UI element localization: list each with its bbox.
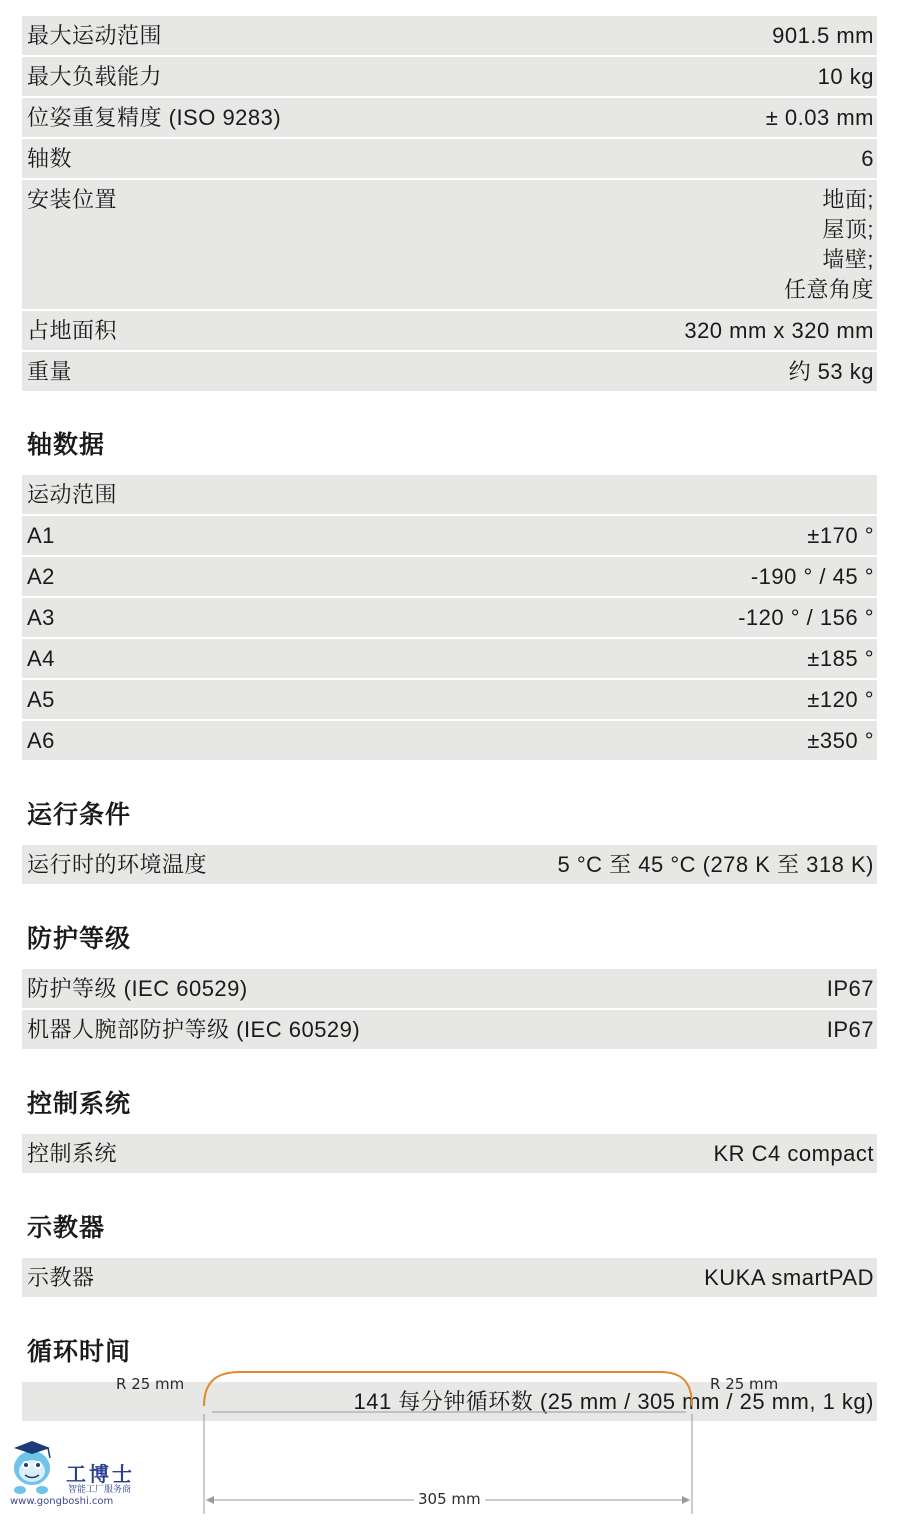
spec-value: IP67 [826,1017,874,1042]
mount-any-angle: 任意角度 [783,277,874,302]
table-row [22,57,877,98]
axis-range: ±185 ° [807,646,874,671]
table-row [22,180,877,311]
axis-range: ±170 ° [807,523,874,548]
table-row [22,1010,877,1051]
spec-value: KR C4 compact [713,1141,874,1166]
table-row [22,1258,877,1299]
spec-label: 占地面积 [27,318,118,343]
spec-label: 最大负载能力 [27,64,163,89]
arrow-right-icon [682,1496,690,1504]
spec-value: IP67 [826,976,874,1001]
table-row [22,639,877,680]
spec-value: ± 0.03 mm [765,105,874,130]
spec-value: 6 [861,146,874,171]
arrow-left-icon [206,1496,214,1504]
axis-label: A3 [27,605,55,630]
axis-label: A4 [27,646,55,671]
spec-value: 320 mm x 320 mm [684,318,874,343]
teach-pendant-table [22,1258,877,1299]
spec-value: 10 kg [817,64,874,89]
mount-floor: 地面; [822,187,874,212]
table-row [22,139,877,180]
spec-label: 机器人腕部防护等级 (IEC 60529) [27,1017,361,1042]
mount-ceiling: 屋顶; [822,217,874,242]
cycle-time-value: 141 每分钟循环数 (25 mm / 305 mm / 25 mm, 1 kg) [353,1389,874,1414]
spec-value: KUKA smartPAD [704,1265,874,1290]
brand-url: www.gongboshi.com [10,1496,114,1507]
section-title-axis-data: 轴数据 [27,431,106,459]
axis-range: ±120 ° [807,687,874,712]
axis-label: A1 [27,523,55,548]
radius-left-label: R 25 mm [116,1375,185,1393]
spec-label: 位姿重复精度 (ISO 9283) [27,105,282,130]
table-row [22,598,877,639]
table-row [22,1134,877,1175]
spec-value: 约 53 kg [788,359,874,384]
table-row [22,557,877,598]
axis-range: ±350 ° [807,728,874,753]
general-spec-table [22,16,877,393]
spec-label: 安装位置 [27,187,118,212]
brand-name: 工博士 [66,1464,135,1486]
spec-label: 最大运动范围 [27,23,163,48]
protection-table [22,969,877,1051]
table-row [22,352,877,393]
table-header: 运动范围 [27,482,118,507]
table-row [22,969,877,1010]
spec-label: 轴数 [27,146,73,171]
spec-label: 运行时的环境温度 [27,852,208,877]
spec-value-list [784,185,874,305]
section-title-operating: 运行条件 [27,801,132,829]
table-header-row [22,475,877,516]
section-title-protection: 防护等级 [27,925,132,953]
spec-label: 控制系统 [27,1141,118,1166]
operating-table [22,845,877,886]
axis-label: A2 [27,564,55,589]
table-row [22,680,877,721]
section-title-controller: 控制系统 [27,1090,132,1118]
section-title-teach-pendant: 示教器 [27,1214,106,1242]
axis-data-table [22,475,877,762]
spec-label: 示教器 [27,1265,95,1290]
radius-right-label: R 25 mm [710,1375,779,1393]
axis-range: -190 ° / 45 ° [750,564,874,589]
controller-table [22,1134,877,1175]
section-title-cycle-time: 循环时间 [27,1338,132,1366]
axis-label: A5 [27,687,55,712]
mascot-icon [8,1438,64,1496]
brand-slogan: 智能工厂服务商 [68,1485,132,1495]
spec-sheet [22,16,877,1423]
spec-label: 防护等级 (IEC 60529) [27,976,248,1001]
spec-value: 5 °C 至 45 °C (278 K 至 318 K) [557,852,874,877]
spec-label: 重量 [27,359,73,384]
table-row [22,721,877,762]
watermark-logo [8,1438,148,1510]
table-row [22,98,877,139]
table-row [22,16,877,57]
spec-value: 901.5 mm [772,23,874,48]
axis-label: A6 [27,728,55,753]
cycle-path-curve [204,1372,692,1406]
axis-range: -120 ° / 156 ° [738,605,874,630]
table-row [22,311,877,352]
mount-wall: 墙壁; [822,247,874,272]
table-row [22,516,877,557]
table-row [22,845,877,886]
length-label: 305 mm [414,1490,485,1508]
